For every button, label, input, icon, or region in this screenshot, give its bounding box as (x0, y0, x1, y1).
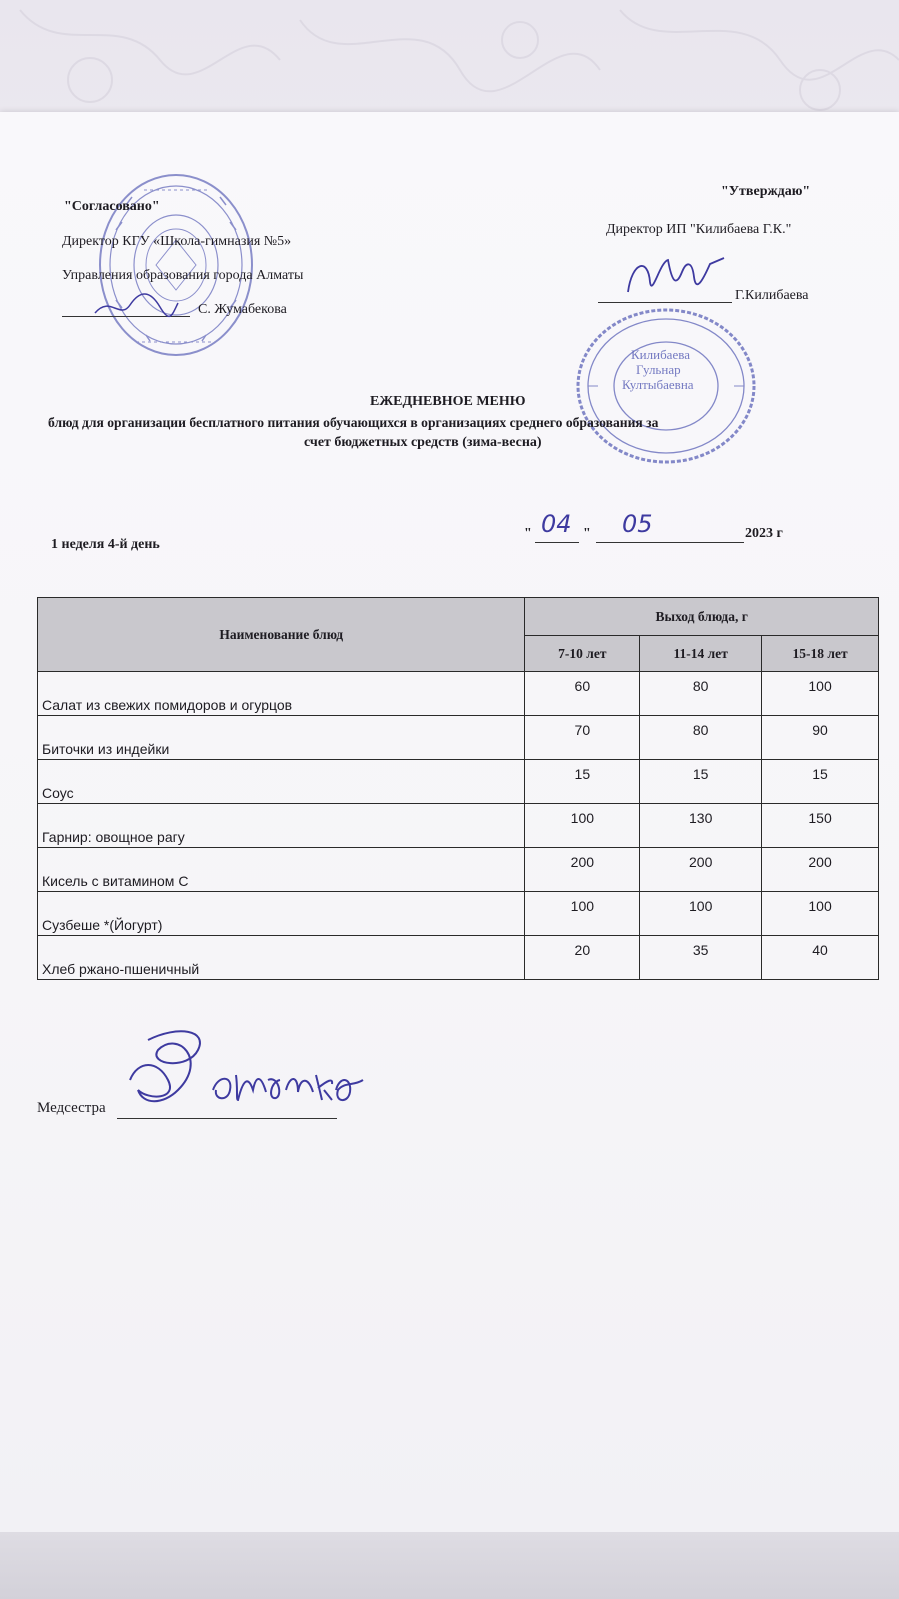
signature-left-icon (90, 285, 180, 325)
date-month-underline (596, 542, 744, 543)
page-subtitle-line1: блюд для организации бесплатного питания обучающихся в организациях среднего образования за (48, 415, 659, 430)
yield-15-18: 100 (762, 892, 879, 936)
date-day-value: 04 (541, 510, 572, 538)
date-month-value: 05 (622, 510, 653, 538)
yield-15-18: 90 (762, 716, 879, 760)
column-header-yield: Выход блюда, г (525, 598, 879, 636)
approved-right-position: Директор ИП "Килибаева Г.К." (606, 222, 792, 237)
yield-7-10: 20 (525, 936, 640, 980)
table-row (38, 672, 879, 716)
yield-7-10: 100 (525, 804, 640, 848)
yield-15-18: 100 (762, 672, 879, 716)
table-row (38, 848, 879, 892)
dish-name: Сузбеше *(Йогурт) (38, 892, 525, 936)
stamp-name-line1: Килибаева (631, 347, 690, 362)
yield-7-10: 100 (525, 892, 640, 936)
week-day-label: 1 неделя 4-й день (51, 537, 160, 552)
yield-15-18: 40 (762, 936, 879, 980)
approved-left-department: Управления образования города Алматы (62, 268, 304, 283)
dish-name: Биточки из индейки (38, 716, 525, 760)
menu-table (37, 597, 879, 980)
yield-7-10: 15 (525, 760, 640, 804)
yield-7-10: 70 (525, 716, 640, 760)
stamp-name-line3: Култыбаевна (622, 377, 694, 392)
yield-11-14: 200 (640, 848, 762, 892)
date-quote-close: " (583, 526, 591, 541)
approved-left-position: Директор КГУ «Школа-гимназия №5» (62, 234, 292, 249)
table-surface (0, 1532, 899, 1599)
nurse-signature-icon (118, 1020, 368, 1120)
table-row (38, 760, 879, 804)
table-row (38, 892, 879, 936)
dish-name: Гарнир: овощное рагу (38, 804, 525, 848)
date-quote-open: " (524, 526, 532, 541)
yield-15-18: 15 (762, 760, 879, 804)
date-day-underline (535, 542, 579, 543)
yield-11-14: 100 (640, 892, 762, 936)
table-row (38, 804, 879, 848)
yield-11-14: 80 (640, 716, 762, 760)
nurse-label: Медсестра (37, 1100, 106, 1116)
approved-right-name: Г.Килибаева (735, 288, 809, 303)
table-row (38, 716, 879, 760)
yield-11-14: 130 (640, 804, 762, 848)
dish-name: Салат из свежих помидоров и огурцов (38, 672, 525, 716)
dish-name: Хлеб ржано-пшеничный (38, 936, 525, 980)
approved-left-name: С. Жумабекова (198, 302, 287, 317)
yield-15-18: 150 (762, 804, 879, 848)
date-year-value: 2023 г (745, 526, 783, 541)
signature-right-icon (620, 252, 730, 312)
yield-7-10: 200 (525, 848, 640, 892)
column-header-age-7-10: 7-10 лет (525, 636, 640, 672)
approved-left-label: "Согласовано" (64, 199, 160, 214)
wallpaper-pattern (0, 0, 899, 120)
dish-name: Кисель с витамином С (38, 848, 525, 892)
yield-11-14: 35 (640, 936, 762, 980)
approved-right-label: "Утверждаю" (721, 184, 811, 199)
column-header-age-15-18: 15-18 лет (762, 636, 879, 672)
yield-11-14: 15 (640, 760, 762, 804)
yield-15-18: 200 (762, 848, 879, 892)
yield-7-10: 60 (525, 672, 640, 716)
column-header-dish: Наименование блюд (38, 598, 525, 672)
page-title: ЕЖЕДНЕВНОЕ МЕНЮ (370, 394, 526, 409)
dish-name: Соус (38, 760, 525, 804)
stamp-name-line2: Гульнар (636, 362, 681, 377)
column-header-age-11-14: 11-14 лет (640, 636, 762, 672)
table-row (38, 936, 879, 980)
yield-11-14: 80 (640, 672, 762, 716)
page-subtitle-line2: счет бюджетных средств (зима-весна) (304, 435, 542, 450)
